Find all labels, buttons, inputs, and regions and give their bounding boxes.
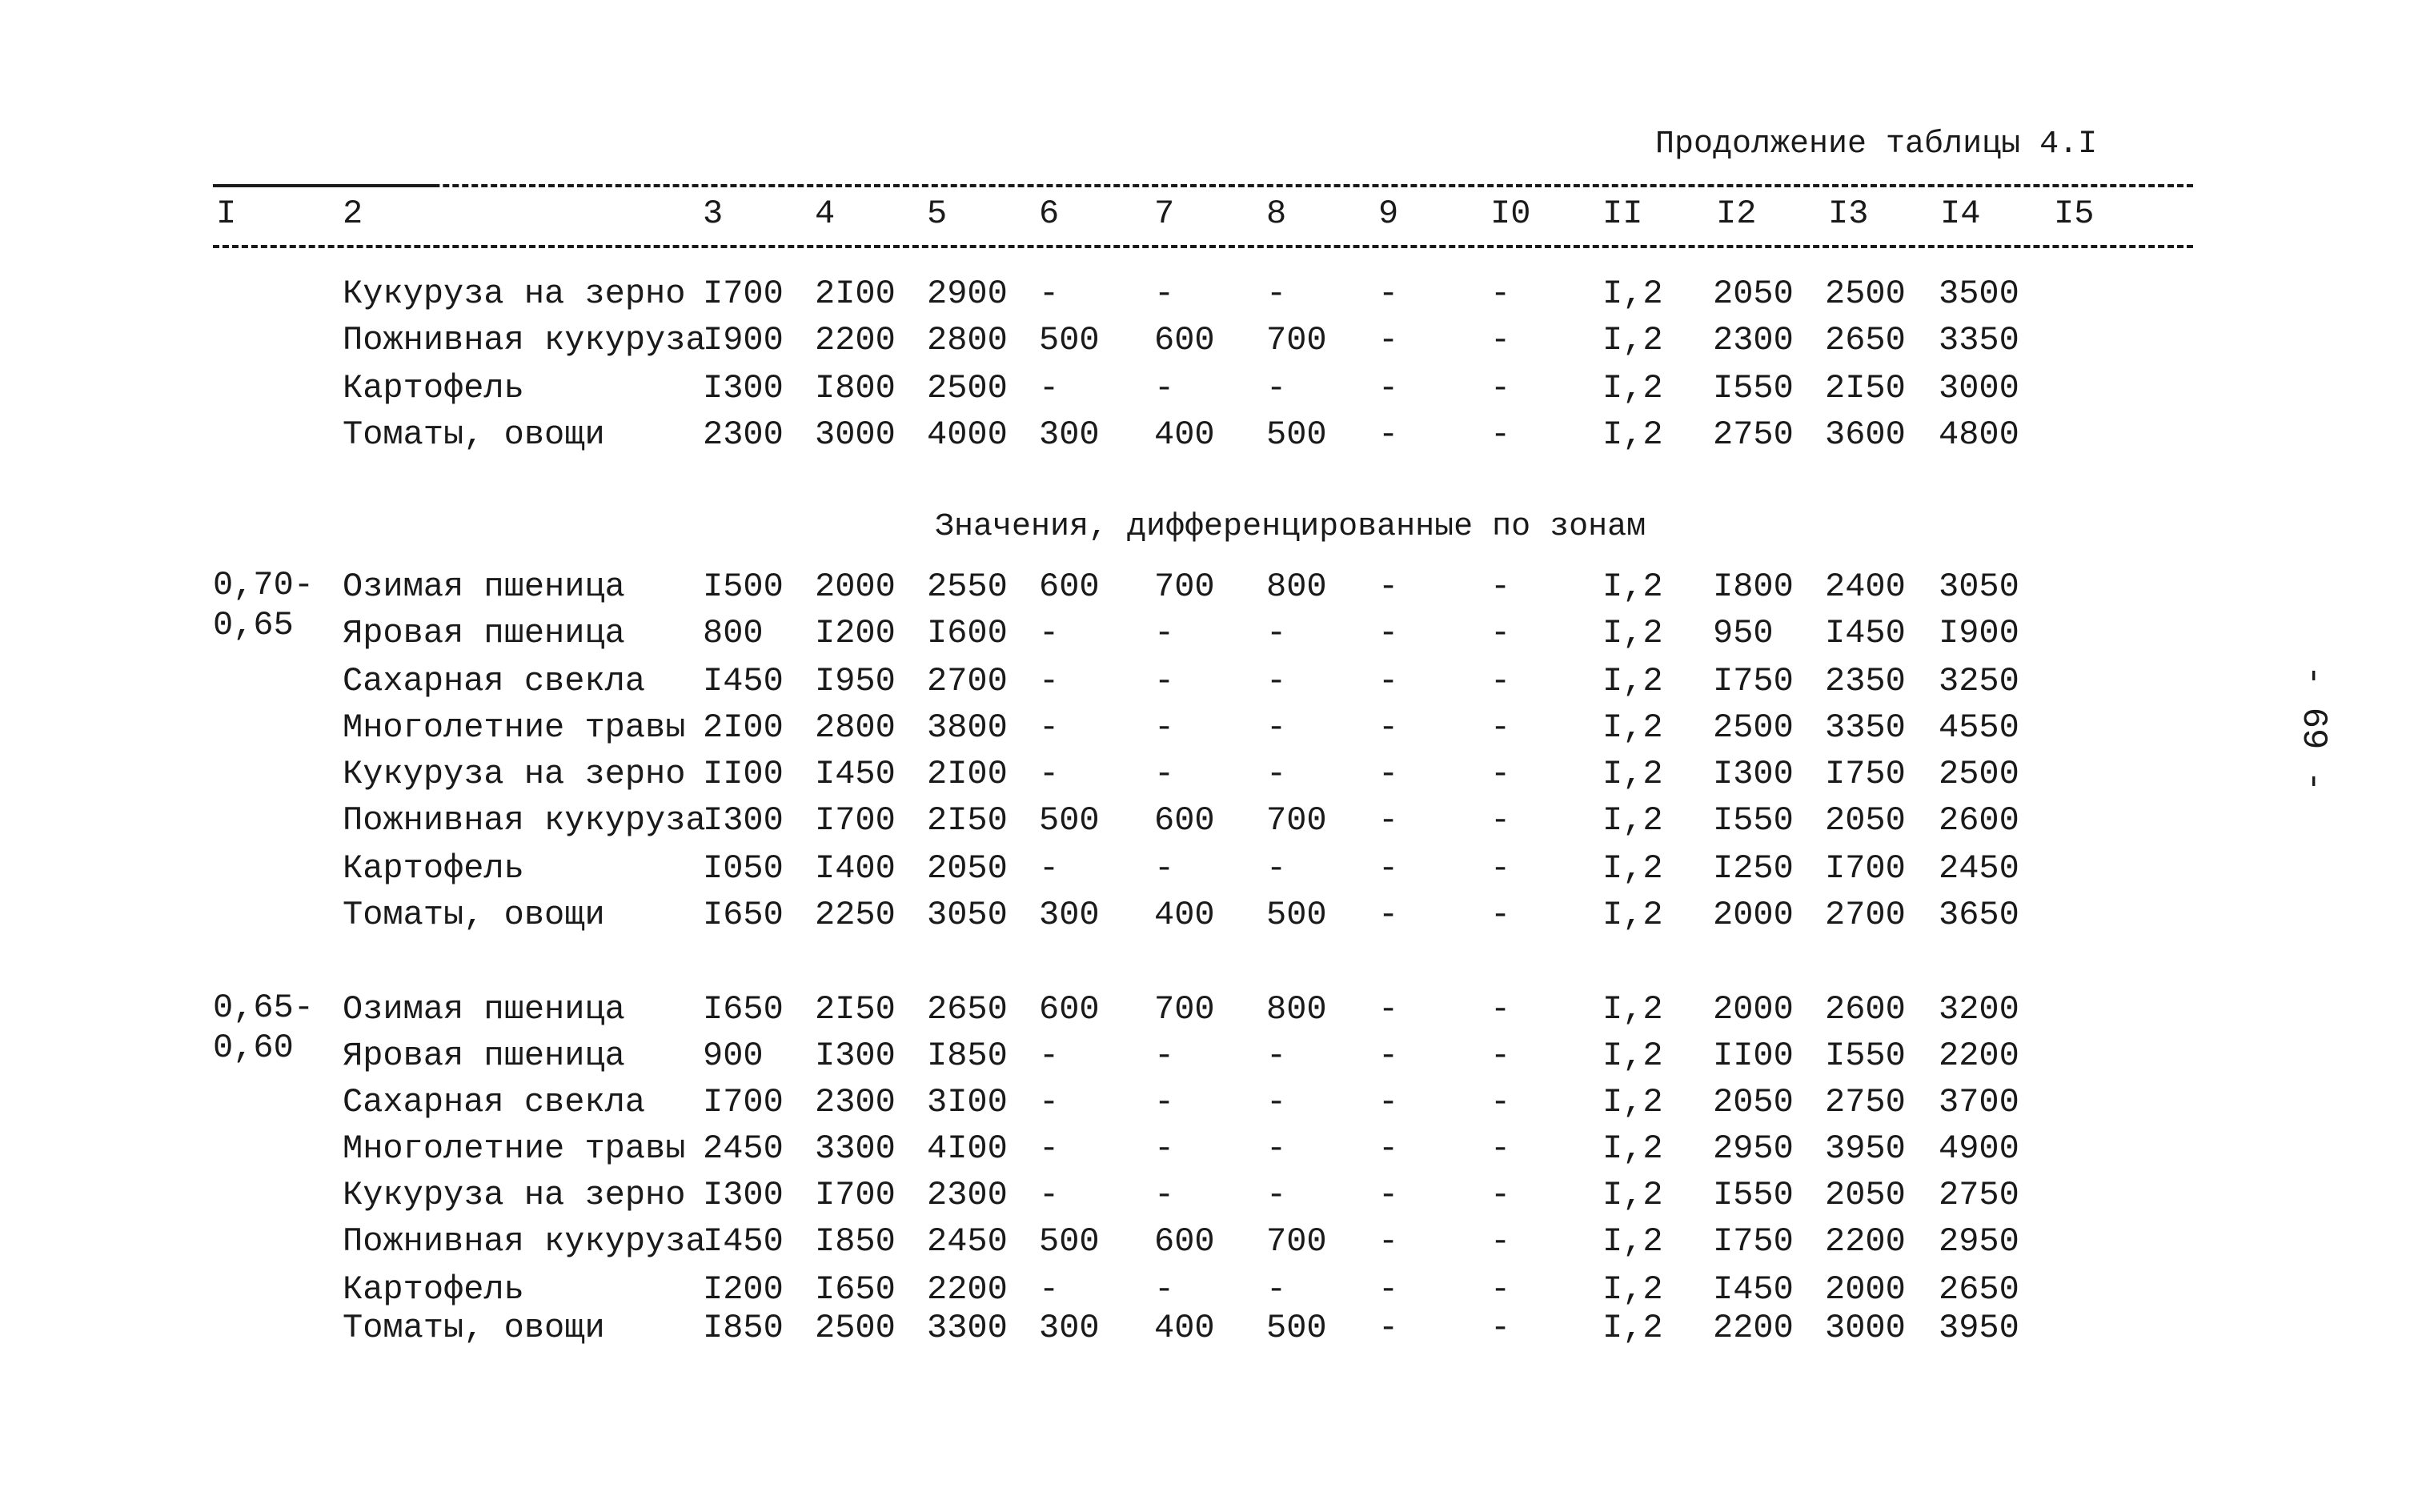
value-cell-col-10: - — [1490, 849, 1511, 888]
crop-name: Озимая пшеница — [343, 568, 625, 606]
value-cell-col-14: 3250 — [1939, 662, 2019, 700]
value-cell-col-11: I,2 — [1602, 1083, 1663, 1121]
value-cell-col-14: 3500 — [1939, 275, 2019, 313]
value-cell-col-4: I700 — [815, 801, 896, 840]
value-cell-col-3: I900 — [703, 321, 784, 359]
page-number: - 69 - — [2293, 664, 2333, 792]
column-header-4: 4 — [815, 195, 836, 233]
value-cell-col-5: 3I00 — [927, 1083, 1008, 1121]
value-cell-col-6: - — [1039, 849, 1060, 888]
value-cell-col-14: 4550 — [1939, 708, 2019, 747]
value-cell-col-10: - — [1490, 1270, 1511, 1309]
value-cell-col-4: I650 — [815, 1270, 896, 1309]
value-cell-col-7: 700 — [1154, 568, 1215, 606]
value-cell-col-11: I,2 — [1602, 568, 1663, 606]
value-cell-col-11: I,2 — [1602, 415, 1663, 454]
value-cell-col-9: - — [1378, 1037, 1399, 1075]
value-cell-col-10: - — [1490, 321, 1511, 359]
value-cell-col-5: 2200 — [927, 1270, 1008, 1309]
value-cell-col-5: 2500 — [927, 369, 1008, 407]
value-cell-col-6: - — [1039, 1270, 1060, 1309]
value-cell-col-9: - — [1378, 662, 1399, 700]
value-cell-col-13: I450 — [1825, 614, 1906, 652]
value-cell-col-6: - — [1039, 1037, 1060, 1075]
value-cell-col-3: I300 — [703, 369, 784, 407]
value-cell-col-13: 2400 — [1825, 568, 1906, 606]
value-cell-col-14: 2650 — [1939, 1270, 2019, 1309]
value-cell-col-8: - — [1266, 662, 1287, 700]
value-cell-col-13: 2050 — [1825, 801, 1906, 840]
value-cell-col-8: 700 — [1266, 321, 1327, 359]
column-header-12: I2 — [1716, 195, 1757, 233]
value-cell-col-9: - — [1378, 801, 1399, 840]
value-cell-col-6: 600 — [1039, 990, 1100, 1029]
value-cell-col-10: - — [1490, 614, 1511, 652]
value-cell-col-5: I850 — [927, 1037, 1008, 1075]
value-cell-col-13: 3950 — [1825, 1129, 1906, 1168]
value-cell-col-3: 900 — [703, 1037, 764, 1075]
value-cell-col-4: I300 — [815, 1037, 896, 1075]
value-cell-col-9: - — [1378, 369, 1399, 407]
value-cell-col-13: 2000 — [1825, 1270, 1906, 1309]
value-cell-col-11: I,2 — [1602, 1270, 1663, 1309]
value-cell-col-5: 4000 — [927, 415, 1008, 454]
value-cell-col-3: I450 — [703, 1222, 784, 1261]
value-cell-col-12: I250 — [1713, 849, 1794, 888]
zone-label: 0,65- 0,60 — [213, 989, 315, 1068]
value-cell-col-13: I750 — [1825, 755, 1906, 793]
value-cell-col-9: - — [1378, 849, 1399, 888]
value-cell-col-5: 2300 — [927, 1176, 1008, 1214]
value-cell-col-14: 3650 — [1939, 896, 2019, 934]
value-cell-col-11: I,2 — [1602, 1222, 1663, 1261]
value-cell-col-12: 2050 — [1713, 275, 1794, 313]
crop-name: Картофель — [343, 1270, 524, 1309]
value-cell-col-9: - — [1378, 321, 1399, 359]
value-cell-col-5: 2550 — [927, 568, 1008, 606]
value-cell-col-10: - — [1490, 801, 1511, 840]
value-cell-col-7: - — [1154, 275, 1175, 313]
value-cell-col-4: I200 — [815, 614, 896, 652]
value-cell-col-10: - — [1490, 896, 1511, 934]
value-cell-col-4: I800 — [815, 369, 896, 407]
value-cell-col-13: 2500 — [1825, 275, 1906, 313]
value-cell-col-10: - — [1490, 568, 1511, 606]
value-cell-col-3: II00 — [703, 755, 784, 793]
value-cell-col-7: 400 — [1154, 896, 1215, 934]
crop-name: Сахарная свекла — [343, 662, 646, 700]
value-cell-col-9: - — [1378, 990, 1399, 1029]
value-cell-col-10: - — [1490, 755, 1511, 793]
crop-name: Кукуруза на зерно — [343, 755, 686, 793]
value-cell-col-6: 500 — [1039, 321, 1100, 359]
value-cell-col-10: - — [1490, 275, 1511, 313]
value-cell-col-8: - — [1266, 755, 1287, 793]
value-cell-col-9: - — [1378, 1129, 1399, 1168]
value-cell-col-7: - — [1154, 369, 1175, 407]
crop-name: Картофель — [343, 849, 524, 888]
value-cell-col-11: I,2 — [1602, 849, 1663, 888]
value-cell-col-8: - — [1266, 369, 1287, 407]
value-cell-col-4: 2I00 — [815, 275, 896, 313]
value-cell-col-7: 600 — [1154, 801, 1215, 840]
value-cell-col-5: I600 — [927, 614, 1008, 652]
value-cell-col-3: I300 — [703, 801, 784, 840]
value-cell-col-9: - — [1378, 1309, 1399, 1347]
value-cell-col-6: 300 — [1039, 1309, 1100, 1347]
value-cell-col-8: - — [1266, 1037, 1287, 1075]
value-cell-col-8: 500 — [1266, 1309, 1327, 1347]
value-cell-col-4: 2200 — [815, 321, 896, 359]
column-header-5: 5 — [927, 195, 948, 233]
crop-name: Озимая пшеница — [343, 990, 625, 1029]
value-cell-col-14: 2500 — [1939, 755, 2019, 793]
value-cell-col-8: - — [1266, 1176, 1287, 1214]
crop-name: Томаты, овощи — [343, 1309, 605, 1347]
value-cell-col-13: 2350 — [1825, 662, 1906, 700]
value-cell-col-8: 500 — [1266, 896, 1327, 934]
value-cell-col-12: 2200 — [1713, 1309, 1794, 1347]
value-cell-col-14: I900 — [1939, 614, 2019, 652]
value-cell-col-12: 2000 — [1713, 990, 1794, 1029]
value-cell-col-14: 2600 — [1939, 801, 2019, 840]
value-cell-col-5: 2050 — [927, 849, 1008, 888]
value-cell-col-6: 500 — [1039, 801, 1100, 840]
value-cell-col-10: - — [1490, 990, 1511, 1029]
value-cell-col-11: I,2 — [1602, 755, 1663, 793]
value-cell-col-11: I,2 — [1602, 321, 1663, 359]
value-cell-col-9: - — [1378, 755, 1399, 793]
value-cell-col-13: 2650 — [1825, 321, 1906, 359]
crop-name: Кукуруза на зерно — [343, 275, 686, 313]
value-cell-col-12: II00 — [1713, 1037, 1794, 1075]
value-cell-col-5: 3300 — [927, 1309, 1008, 1347]
value-cell-col-6: - — [1039, 614, 1060, 652]
column-header-14: I4 — [1940, 195, 1981, 233]
column-header-10: I0 — [1490, 195, 1531, 233]
value-cell-col-3: I200 — [703, 1270, 784, 1309]
value-cell-col-4: 3300 — [815, 1129, 896, 1168]
column-header-7: 7 — [1154, 195, 1175, 233]
value-cell-col-3: I700 — [703, 275, 784, 313]
value-cell-col-11: I,2 — [1602, 990, 1663, 1029]
value-cell-col-7: - — [1154, 708, 1175, 747]
value-cell-col-12: I300 — [1713, 755, 1794, 793]
value-cell-col-8: - — [1266, 1083, 1287, 1121]
value-cell-col-3: I300 — [703, 1176, 784, 1214]
value-cell-col-4: I700 — [815, 1176, 896, 1214]
value-cell-col-3: I700 — [703, 1083, 784, 1121]
value-cell-col-6: 500 — [1039, 1222, 1100, 1261]
value-cell-col-13: 3600 — [1825, 415, 1906, 454]
value-cell-col-8: - — [1266, 849, 1287, 888]
value-cell-col-11: I,2 — [1602, 896, 1663, 934]
value-cell-col-12: I450 — [1713, 1270, 1794, 1309]
table-top-rule — [213, 184, 2193, 187]
column-header-13: I3 — [1828, 195, 1869, 233]
value-cell-col-4: 2800 — [815, 708, 896, 747]
value-cell-col-11: I,2 — [1602, 801, 1663, 840]
value-cell-col-7: - — [1154, 755, 1175, 793]
value-cell-col-14: 3950 — [1939, 1309, 2019, 1347]
value-cell-col-10: - — [1490, 369, 1511, 407]
value-cell-col-13: 2600 — [1825, 990, 1906, 1029]
value-cell-col-6: - — [1039, 369, 1060, 407]
value-cell-col-7: - — [1154, 1037, 1175, 1075]
value-cell-col-10: - — [1490, 415, 1511, 454]
value-cell-col-5: 2I50 — [927, 801, 1008, 840]
value-cell-col-3: 2I00 — [703, 708, 784, 747]
section-title: Значения, дифференцированные по зонам — [935, 509, 1646, 545]
value-cell-col-6: 600 — [1039, 568, 1100, 606]
value-cell-col-12: 2950 — [1713, 1129, 1794, 1168]
value-cell-col-5: 2900 — [927, 275, 1008, 313]
value-cell-col-8: - — [1266, 708, 1287, 747]
value-cell-col-13: 2050 — [1825, 1176, 1906, 1214]
value-cell-col-6: 300 — [1039, 415, 1100, 454]
value-cell-col-6: - — [1039, 755, 1060, 793]
value-cell-col-3: 800 — [703, 614, 764, 652]
value-cell-col-10: - — [1490, 1222, 1511, 1261]
value-cell-col-12: 2000 — [1713, 896, 1794, 934]
value-cell-col-3: I650 — [703, 896, 784, 934]
value-cell-col-3: I650 — [703, 990, 784, 1029]
value-cell-col-13: 2I50 — [1825, 369, 1906, 407]
value-cell-col-4: 2500 — [815, 1309, 896, 1347]
value-cell-col-14: 2750 — [1939, 1176, 2019, 1214]
value-cell-col-11: I,2 — [1602, 369, 1663, 407]
value-cell-col-7: - — [1154, 1270, 1175, 1309]
value-cell-col-3: I850 — [703, 1309, 784, 1347]
value-cell-col-11: I,2 — [1602, 662, 1663, 700]
value-cell-col-14: 4900 — [1939, 1129, 2019, 1168]
value-cell-col-11: I,2 — [1602, 1129, 1663, 1168]
value-cell-col-3: I500 — [703, 568, 784, 606]
value-cell-col-14: 3200 — [1939, 990, 2019, 1029]
value-cell-col-12: 2300 — [1713, 321, 1794, 359]
value-cell-col-3: 2300 — [703, 415, 784, 454]
value-cell-col-11: I,2 — [1602, 708, 1663, 747]
value-cell-col-13: 2200 — [1825, 1222, 1906, 1261]
value-cell-col-9: - — [1378, 275, 1399, 313]
value-cell-col-14: 3350 — [1939, 321, 2019, 359]
value-cell-col-14: 4800 — [1939, 415, 2019, 454]
value-cell-col-13: I700 — [1825, 849, 1906, 888]
value-cell-col-8: - — [1266, 1129, 1287, 1168]
value-cell-col-4: 2250 — [815, 896, 896, 934]
value-cell-col-10: - — [1490, 1309, 1511, 1347]
value-cell-col-4: 2300 — [815, 1083, 896, 1121]
value-cell-col-10: - — [1490, 1129, 1511, 1168]
value-cell-col-6: - — [1039, 1176, 1060, 1214]
value-cell-col-8: - — [1266, 1270, 1287, 1309]
value-cell-col-14: 3700 — [1939, 1083, 2019, 1121]
value-cell-col-4: I850 — [815, 1222, 896, 1261]
value-cell-col-9: - — [1378, 896, 1399, 934]
table-header-rule — [213, 245, 2193, 248]
value-cell-col-14: 3000 — [1939, 369, 2019, 407]
column-header-11: II — [1602, 195, 1643, 233]
value-cell-col-7: 400 — [1154, 1309, 1215, 1347]
value-cell-col-8: 700 — [1266, 801, 1327, 840]
column-header-1: I — [216, 195, 237, 233]
value-cell-col-4: 3000 — [815, 415, 896, 454]
value-cell-col-9: - — [1378, 568, 1399, 606]
value-cell-col-12: 2050 — [1713, 1083, 1794, 1121]
value-cell-col-13: 2750 — [1825, 1083, 1906, 1121]
value-cell-col-4: 2I50 — [815, 990, 896, 1029]
value-cell-col-9: - — [1378, 1083, 1399, 1121]
continuation-title: Продолжение таблицы 4.I — [1655, 126, 2098, 162]
crop-name: Яровая пшеница — [343, 614, 625, 652]
value-cell-col-7: - — [1154, 662, 1175, 700]
crop-name: Томаты, овощи — [343, 415, 605, 454]
value-cell-col-7: 600 — [1154, 321, 1215, 359]
value-cell-col-5: 2I00 — [927, 755, 1008, 793]
value-cell-col-10: - — [1490, 1176, 1511, 1214]
value-cell-col-8: 800 — [1266, 568, 1327, 606]
value-cell-col-12: I550 — [1713, 1176, 1794, 1214]
crop-name: Картофель — [343, 369, 524, 407]
value-cell-col-8: - — [1266, 275, 1287, 313]
value-cell-col-8: - — [1266, 614, 1287, 652]
value-cell-col-5: 2700 — [927, 662, 1008, 700]
value-cell-col-13: 2700 — [1825, 896, 1906, 934]
value-cell-col-3: I450 — [703, 662, 784, 700]
value-cell-col-8: 500 — [1266, 415, 1327, 454]
value-cell-col-12: 2500 — [1713, 708, 1794, 747]
value-cell-col-3: 2450 — [703, 1129, 784, 1168]
value-cell-col-11: I,2 — [1602, 1176, 1663, 1214]
value-cell-col-7: 700 — [1154, 990, 1215, 1029]
value-cell-col-5: 4I00 — [927, 1129, 1008, 1168]
column-header-6: 6 — [1039, 195, 1060, 233]
crop-name: Пожнивная кукуруза — [343, 1222, 706, 1261]
value-cell-col-12: I750 — [1713, 1222, 1794, 1261]
value-cell-col-12: I800 — [1713, 568, 1794, 606]
value-cell-col-7: - — [1154, 1083, 1175, 1121]
value-cell-col-5: 3050 — [927, 896, 1008, 934]
value-cell-col-14: 2450 — [1939, 849, 2019, 888]
column-header-9: 9 — [1378, 195, 1399, 233]
value-cell-col-7: 400 — [1154, 415, 1215, 454]
column-header-3: 3 — [703, 195, 724, 233]
value-cell-col-6: - — [1039, 1083, 1060, 1121]
value-cell-col-7: - — [1154, 1176, 1175, 1214]
value-cell-col-11: I,2 — [1602, 1309, 1663, 1347]
value-cell-col-9: - — [1378, 1270, 1399, 1309]
value-cell-col-6: - — [1039, 1129, 1060, 1168]
value-cell-col-8: 700 — [1266, 1222, 1327, 1261]
crop-name: Многолетние травы — [343, 708, 686, 747]
crop-name: Пожнивная кукуруза — [343, 321, 706, 359]
value-cell-col-10: - — [1490, 708, 1511, 747]
value-cell-col-4: 2000 — [815, 568, 896, 606]
crop-name: Сахарная свекла — [343, 1083, 646, 1121]
value-cell-col-12: 950 — [1713, 614, 1774, 652]
value-cell-col-12: I550 — [1713, 369, 1794, 407]
value-cell-col-5: 3800 — [927, 708, 1008, 747]
zone-label: 0,70- 0,65 — [213, 566, 315, 645]
value-cell-col-6: - — [1039, 708, 1060, 747]
value-cell-col-9: - — [1378, 1176, 1399, 1214]
crop-name: Яровая пшеница — [343, 1037, 625, 1075]
value-cell-col-14: 3050 — [1939, 568, 2019, 606]
value-cell-col-10: - — [1490, 662, 1511, 700]
value-cell-col-3: I050 — [703, 849, 784, 888]
value-cell-col-8: 800 — [1266, 990, 1327, 1029]
column-header-15: I5 — [2054, 195, 2095, 233]
value-cell-col-6: - — [1039, 275, 1060, 313]
value-cell-col-4: I400 — [815, 849, 896, 888]
value-cell-col-12: 2750 — [1713, 415, 1794, 454]
value-cell-col-5: 2450 — [927, 1222, 1008, 1261]
value-cell-col-14: 2950 — [1939, 1222, 2019, 1261]
value-cell-col-14: 2200 — [1939, 1037, 2019, 1075]
value-cell-col-7: - — [1154, 614, 1175, 652]
value-cell-col-5: 2800 — [927, 321, 1008, 359]
value-cell-col-11: I,2 — [1602, 614, 1663, 652]
value-cell-col-13: I550 — [1825, 1037, 1906, 1075]
value-cell-col-12: I750 — [1713, 662, 1794, 700]
value-cell-col-12: I550 — [1713, 801, 1794, 840]
value-cell-col-13: 3000 — [1825, 1309, 1906, 1347]
value-cell-col-7: 600 — [1154, 1222, 1215, 1261]
value-cell-col-10: - — [1490, 1083, 1511, 1121]
value-cell-col-11: I,2 — [1602, 275, 1663, 313]
value-cell-col-9: - — [1378, 614, 1399, 652]
value-cell-col-5: 2650 — [927, 990, 1008, 1029]
value-cell-col-6: - — [1039, 662, 1060, 700]
value-cell-col-10: - — [1490, 1037, 1511, 1075]
column-header-8: 8 — [1266, 195, 1287, 233]
crop-name: Кукуруза на зерно — [343, 1176, 686, 1214]
value-cell-col-9: - — [1378, 1222, 1399, 1261]
value-cell-col-7: - — [1154, 1129, 1175, 1168]
crop-name: Пожнивная кукуруза — [343, 801, 706, 840]
crop-name: Многолетние травы — [343, 1129, 686, 1168]
column-header-2: 2 — [343, 195, 363, 233]
crop-name: Томаты, овощи — [343, 896, 605, 934]
value-cell-col-9: - — [1378, 415, 1399, 454]
value-cell-col-7: - — [1154, 849, 1175, 888]
value-cell-col-4: I450 — [815, 755, 896, 793]
value-cell-col-11: I,2 — [1602, 1037, 1663, 1075]
value-cell-col-13: 3350 — [1825, 708, 1906, 747]
value-cell-col-6: 300 — [1039, 896, 1100, 934]
value-cell-col-4: I950 — [815, 662, 896, 700]
value-cell-col-9: - — [1378, 708, 1399, 747]
